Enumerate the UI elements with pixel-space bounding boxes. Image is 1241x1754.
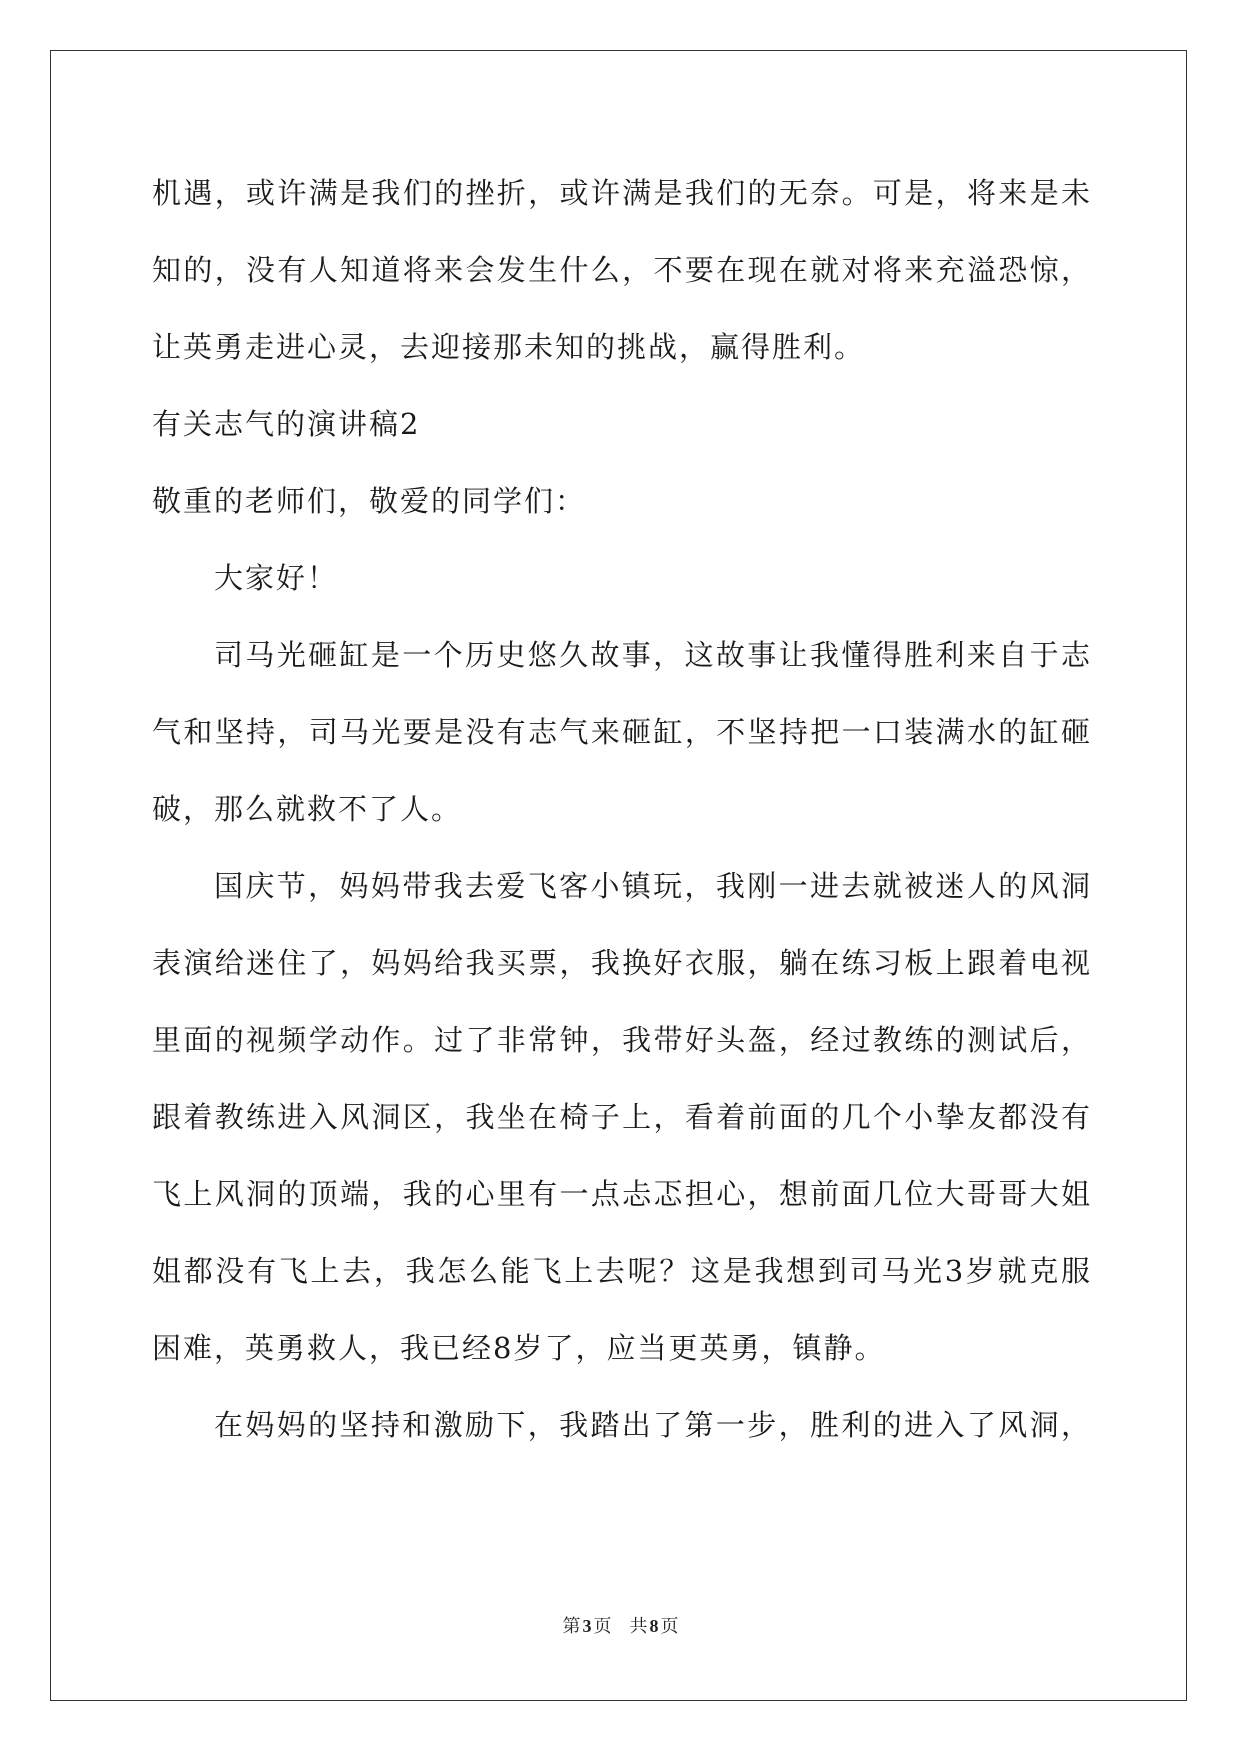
text-line: 让英勇走进心灵，去迎接那未知的挑战，赢得胜利。 [152, 330, 866, 364]
text-line: 国庆节，妈妈带我去爱飞客小镇玩，我刚一进去就被迷人的风洞 [214, 869, 1092, 903]
page-footer [0, 1612, 1241, 1638]
total-prefix: 共 [629, 1616, 648, 1637]
document-body [152, 158, 1092, 1467]
salutation: 敬重的老师们，敬爱的同学们： [152, 484, 587, 518]
text-line: 机遇，或许满是我们的挫折，或许满是我们的无奈。可是，将来是未 [152, 176, 1092, 210]
text-line: 姐都没有飞上去，我怎么能飞上去呢？这是我想到司马光3岁就克服 [152, 1254, 1092, 1288]
greeting: 大家好！ [214, 561, 339, 595]
page-suffix: 页 [593, 1616, 612, 1637]
text-line: 里面的视频学动作。过了非常钟，我带好头盔，经过教练的测试后， [152, 1023, 1092, 1057]
text-line: 知的，没有人知道将来会发生什么，不要在现在就对将来充溢恐惊， [152, 253, 1092, 287]
text-line: 在妈妈的坚持和激励下，我踏出了第一步，胜利的进入了风洞， [214, 1408, 1092, 1442]
text-line: 表演给迷住了，妈妈给我买票，我换好衣服，躺在练习板上跟着电视 [152, 946, 1092, 980]
text-line: 气和坚持，司马光要是没有志气来砸缸，不坚持把一口装满水的缸砸 [152, 715, 1092, 749]
total-page-number: 8 [649, 1616, 659, 1636]
section-title: 有关志气的演讲稿2 [152, 407, 421, 441]
text-line: 司马光砸缸是一个历史悠久故事，这故事让我懂得胜利来自于志 [214, 638, 1092, 672]
text-line: 跟着教练进入风洞区，我坐在椅子上，看着前面的几个小挚友都没有 [152, 1100, 1092, 1134]
page-prefix: 第 [562, 1616, 581, 1637]
total-suffix: 页 [660, 1616, 679, 1637]
text-line: 破，那么就救不了人。 [152, 792, 463, 826]
current-page-number: 3 [582, 1616, 592, 1636]
text-line: 飞上风洞的顶端，我的心里有一点忐忑担心，想前面几位大哥哥大姐 [152, 1177, 1092, 1211]
text-line: 困难，英勇救人，我已经8岁了，应当更英勇，镇静。 [152, 1331, 886, 1365]
